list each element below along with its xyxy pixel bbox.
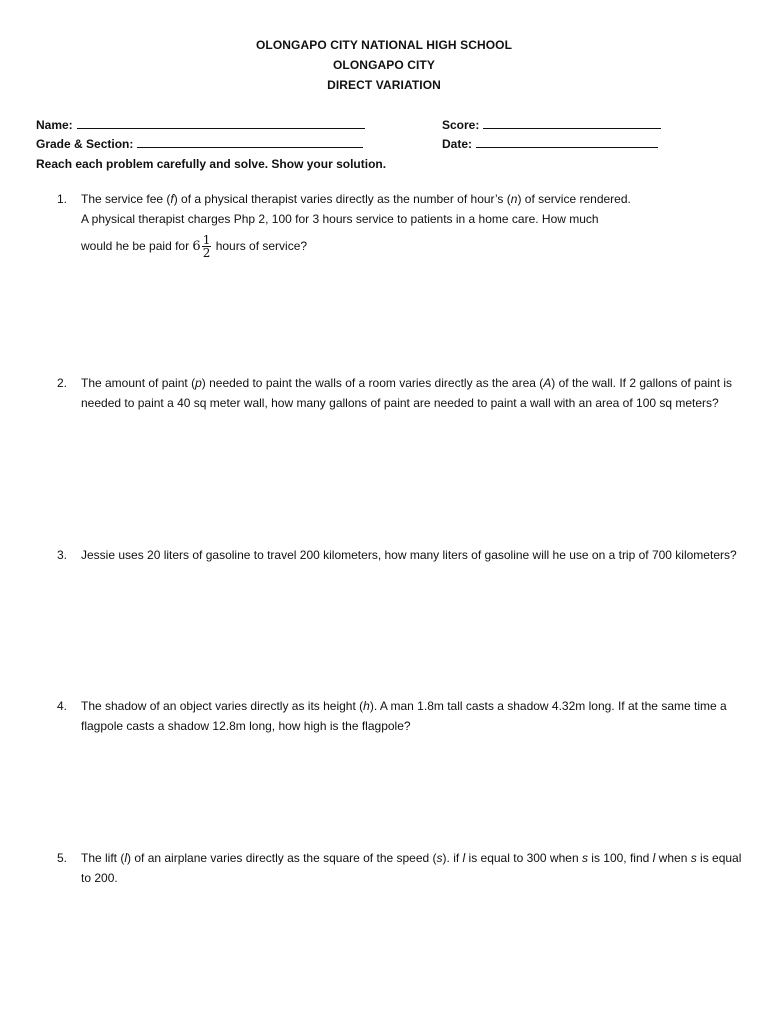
school-name: OLONGAPO CITY NATIONAL HIGH SCHOOL bbox=[255, 38, 513, 52]
variable-l: l bbox=[652, 851, 656, 865]
problem-3 bbox=[57, 545, 747, 587]
grade-section-label: Grade & Section: bbox=[36, 137, 134, 151]
problem-number: 3. bbox=[57, 548, 68, 562]
score-field[interactable] bbox=[442, 118, 661, 132]
variable-s: s bbox=[581, 851, 588, 865]
problem-number: 4. bbox=[57, 699, 68, 713]
variable-s: s bbox=[690, 851, 697, 865]
problem-text: Jessie uses 20 liters of gasoline to travel 200 kilometers, how many liters of gasoline will he use on a trip of 700 kilometers? bbox=[81, 548, 737, 562]
variable-h: h bbox=[363, 699, 370, 713]
date-blank-line[interactable] bbox=[476, 137, 658, 148]
variable-f: f bbox=[170, 192, 174, 206]
grade-section-field[interactable] bbox=[36, 137, 363, 151]
problem-text: The shadow of an object varies directly as its height (h). A man 1.8m tall casts a shadow 4.32m long. If at the same time a flagpole casts a shadow 12.8m long, how high is the flagpole? bbox=[81, 699, 727, 733]
score-label: Score: bbox=[442, 118, 480, 132]
problem-text: The lift (l) of an airplane varies directly as the square of the speed (s). if l is equal to 300 when s is 100, find l when s is equal to 200. bbox=[81, 851, 742, 885]
grade-section-blank-line[interactable] bbox=[137, 137, 363, 148]
fraction-one-half: $\frac{1}{2}$ bbox=[202, 233, 211, 261]
variable-A: A bbox=[543, 376, 552, 390]
problem-text: The service fee (f) of a physical therapist varies directly as the number of hour’s (n) of service rendered. A physical therapist charges Php 2, 100 for 3 hours service to patients in a home care. How much would he be paid for 6 $\frac{1}{2}$ hours of service? bbox=[81, 192, 631, 261]
problem-4 bbox=[57, 696, 747, 738]
name-field[interactable] bbox=[36, 118, 365, 132]
mixed-number-whole: 6 bbox=[192, 239, 201, 254]
variable-n: n bbox=[510, 192, 518, 206]
date-field[interactable] bbox=[442, 137, 658, 151]
date-label: Date: bbox=[442, 137, 473, 151]
problem-number: 5. bbox=[57, 851, 68, 865]
problem-2 bbox=[57, 373, 747, 435]
problem-number: 2. bbox=[57, 376, 68, 390]
variable-p: p bbox=[195, 376, 202, 390]
variable-s: s bbox=[436, 851, 443, 865]
school-city: OLONGAPO CITY bbox=[333, 58, 435, 72]
problem-1 bbox=[57, 189, 747, 269]
score-blank-line[interactable] bbox=[483, 118, 661, 129]
worksheet-title: DIRECT VARIATION bbox=[327, 78, 441, 92]
problem-text: The amount of paint (p) needed to paint the walls of a room varies directly as the area (A) of the wall. If 2 gallons of paint is needed to paint a 40 sq meter wall, how many gallons of paint are needed to paint a wall with an area of 100 sq meters? bbox=[81, 376, 733, 410]
problem-number: 1. bbox=[57, 192, 68, 206]
name-blank-line[interactable] bbox=[77, 118, 365, 129]
variable-l: l bbox=[462, 851, 466, 865]
variable-l: l bbox=[124, 851, 128, 865]
problem-5 bbox=[57, 848, 747, 890]
name-label: Name: bbox=[36, 118, 73, 132]
instructions: Reach each problem carefully and solve. Show your solution. bbox=[36, 157, 387, 171]
